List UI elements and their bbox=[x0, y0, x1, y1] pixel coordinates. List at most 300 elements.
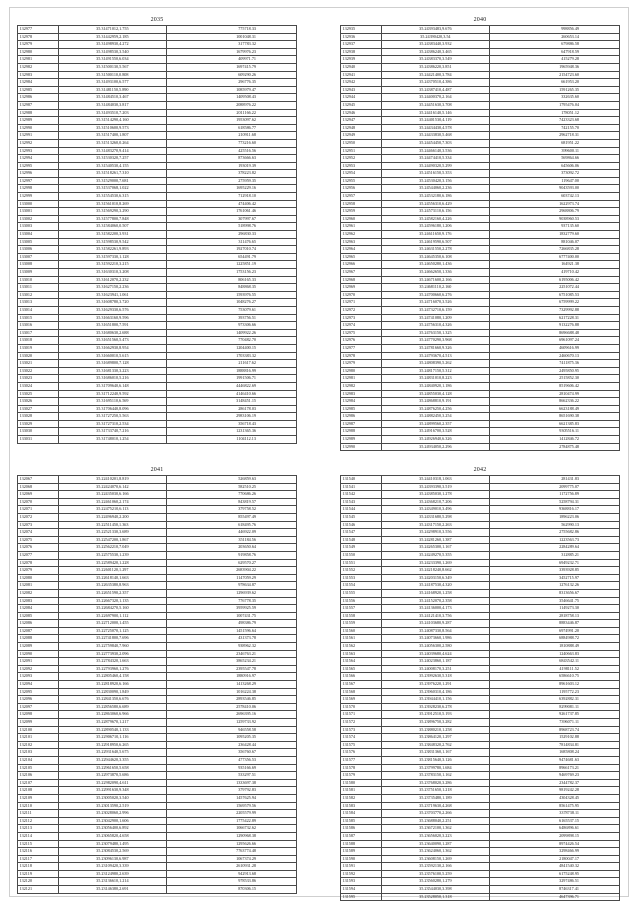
value-cell: 1409922.26 bbox=[166, 329, 297, 337]
value-cell: 1880916.97 bbox=[166, 673, 297, 681]
value-cell: 1775422.89 bbox=[166, 817, 297, 825]
table-row bbox=[341, 382, 620, 390]
value-cell: 582510.25 bbox=[166, 483, 297, 491]
row-id-cell: 132980 bbox=[341, 367, 382, 375]
row-id-cell: 132966 bbox=[341, 261, 382, 269]
table-row bbox=[341, 650, 620, 658]
row-id-cell: 131573 bbox=[341, 726, 382, 734]
row-id-cell: 133026 bbox=[18, 398, 59, 406]
row-id-cell: 132089 bbox=[18, 643, 59, 651]
coordinate-cell: 35.23576100,5.259 bbox=[382, 870, 489, 878]
row-id-cell: 132947 bbox=[341, 117, 382, 125]
table-row bbox=[18, 193, 297, 201]
row-id-cell: 133021 bbox=[18, 360, 59, 368]
value-cell: 609290.26 bbox=[166, 71, 297, 79]
row-id-cell: 131594 bbox=[341, 886, 382, 894]
table-row bbox=[341, 582, 620, 590]
coordinate-cell: 35.23768020,3.286 bbox=[382, 779, 489, 787]
value-cell: 1048276.27 bbox=[166, 299, 297, 307]
table-row bbox=[18, 208, 297, 216]
row-id-cell: 131574 bbox=[341, 734, 382, 742]
value-cell: 6195006.42 bbox=[489, 276, 620, 284]
coordinate-cell: 35.22424070,6.142 bbox=[59, 483, 166, 491]
coordinate-cell: 35.23560280,1.279 bbox=[382, 878, 489, 886]
coordinate-cell: 35.22684270,5.160 bbox=[59, 605, 166, 613]
row-id-cell: 133007 bbox=[18, 253, 59, 261]
value-cell: 393756.51 bbox=[166, 314, 297, 322]
row-id-cell: 132941 bbox=[341, 71, 382, 79]
table-row bbox=[341, 513, 620, 521]
row-id-cell: 131560 bbox=[341, 627, 382, 635]
row-id-cell: 133003 bbox=[18, 223, 59, 231]
row-id-cell: 132072 bbox=[18, 513, 59, 521]
row-id-cell: 132982 bbox=[18, 63, 59, 71]
row-id-cell: 132940 bbox=[341, 63, 382, 71]
table-row bbox=[341, 109, 620, 117]
coordinate-cell: 35.24716070,3.526 bbox=[382, 299, 489, 307]
table-row bbox=[341, 306, 620, 314]
coordinate-cell: 35.23146380,2.691 bbox=[59, 886, 166, 894]
table-row bbox=[18, 567, 297, 575]
table-row bbox=[341, 794, 620, 802]
coordinate-cell: 35.22773930,2.096 bbox=[59, 650, 166, 658]
coordinate-cell: 35.31630310,3.208 bbox=[59, 269, 166, 277]
row-id-cell: 131584 bbox=[341, 810, 382, 818]
coordinate-cell: 35.22667320,1.135 bbox=[59, 597, 166, 605]
table-row bbox=[18, 352, 297, 360]
coordinate-cell: 35.31727310,2.534 bbox=[59, 420, 166, 428]
value-cell: 6884988.72 bbox=[489, 635, 620, 643]
row-id-cell: 132986 bbox=[341, 413, 382, 421]
coordinate-cell: 35.24368210,7.206 bbox=[382, 498, 489, 506]
value-cell: 661953.20 bbox=[489, 79, 620, 87]
table-row bbox=[18, 306, 297, 314]
coordinate-cell: 35.23005020,3.540 bbox=[59, 794, 166, 802]
table-row bbox=[341, 817, 620, 825]
table-row bbox=[18, 155, 297, 163]
block-title: 2042 bbox=[473, 467, 487, 473]
value-cell: 8746317.41 bbox=[489, 886, 620, 894]
row-id-cell: 132989 bbox=[18, 117, 59, 125]
table-row bbox=[18, 627, 297, 635]
row-id-cell: 132995 bbox=[18, 162, 59, 170]
row-id-cell: 132095 bbox=[18, 688, 59, 696]
table-row bbox=[341, 26, 620, 34]
value-cell: 275959.35 bbox=[166, 177, 297, 185]
table-row bbox=[18, 551, 297, 559]
row-id-cell: 131588 bbox=[341, 840, 382, 848]
row-id-cell: 132104 bbox=[18, 756, 59, 764]
value-cell: 1296939.62 bbox=[166, 589, 297, 597]
row-id-cell: 132068 bbox=[18, 483, 59, 491]
coordinate-cell: 35.22496940,2.200 bbox=[59, 513, 166, 521]
value-cell: 6751085.53 bbox=[489, 291, 620, 299]
row-id-cell: 132991 bbox=[18, 132, 59, 140]
table-row bbox=[18, 413, 297, 421]
table-row bbox=[18, 41, 297, 49]
row-id-cell: 132989 bbox=[341, 436, 382, 444]
value-cell: 2460670.13 bbox=[489, 352, 620, 360]
row-id-cell: 132071 bbox=[18, 506, 59, 514]
row-id-cell: 133020 bbox=[18, 352, 59, 360]
coordinate-cell: 35.22511450,1.363 bbox=[59, 521, 166, 529]
value-cell: 2395547.78 bbox=[166, 665, 297, 673]
row-id-cell: 131582 bbox=[341, 794, 382, 802]
table-row bbox=[341, 185, 620, 193]
value-cell: 1149273.30 bbox=[489, 605, 620, 613]
row-id-cell: 132082 bbox=[18, 589, 59, 597]
value-cell: 848868.35 bbox=[166, 284, 297, 292]
coordinate-cell: 35.24868810,9.191 bbox=[382, 398, 489, 406]
coordinate-cell: 35.23815640,3.126 bbox=[382, 756, 489, 764]
value-cell: 2962718.31 bbox=[489, 132, 620, 140]
table-row bbox=[18, 382, 297, 390]
row-id-cell: 133009 bbox=[18, 269, 59, 277]
value-cell: 1147059.29 bbox=[166, 574, 297, 582]
row-id-cell: 132091 bbox=[18, 658, 59, 666]
coordinate-cell: 35.31651560,5.473 bbox=[59, 337, 166, 345]
table-row bbox=[341, 787, 620, 795]
coordinate-cell: 35.31569290,3.290 bbox=[59, 208, 166, 216]
table-row bbox=[341, 772, 620, 780]
row-id-cell: 133012 bbox=[18, 291, 59, 299]
value-cell: 6621385.83 bbox=[489, 420, 620, 428]
value-cell: 2893546.85 bbox=[166, 696, 297, 704]
row-id-cell: 131550 bbox=[341, 551, 382, 559]
coordinate-cell: 35.24840920,1.186 bbox=[382, 382, 489, 390]
table-row bbox=[18, 390, 297, 398]
coordinate-cell: 35.24400370,2.164 bbox=[382, 94, 489, 102]
value-cell: 629570.27 bbox=[166, 559, 297, 567]
row-id-cell: 132962 bbox=[341, 231, 382, 239]
coordinate-cell: 35.24349010,3.496 bbox=[382, 506, 489, 514]
row-id-cell: 131555 bbox=[341, 589, 382, 597]
coordinate-cell: 35.24249270,5.355 bbox=[382, 551, 489, 559]
coordinate-cell: 35.31537068,1.022 bbox=[59, 185, 166, 193]
coordinate-cell: 35.31582200,3.931 bbox=[59, 231, 166, 239]
table-row bbox=[341, 802, 620, 810]
coordinate-cell: 35.31510600,9.573 bbox=[59, 124, 166, 132]
row-id-cell: 133010 bbox=[18, 276, 59, 284]
table-row bbox=[18, 360, 297, 368]
row-id-cell: 132938 bbox=[341, 48, 382, 56]
value-cell: 8561475.95 bbox=[489, 802, 620, 810]
row-id-cell: 131569 bbox=[341, 696, 382, 704]
row-id-cell: 133005 bbox=[18, 238, 59, 246]
row-id-cell: 132081 bbox=[18, 582, 59, 590]
table-row bbox=[18, 94, 297, 102]
value-cell: 296776.35 bbox=[166, 79, 297, 87]
table-row bbox=[341, 337, 620, 345]
row-id-cell: 133030 bbox=[18, 428, 59, 436]
table-row bbox=[341, 521, 620, 529]
table-row bbox=[341, 314, 620, 322]
row-id-cell: 133013 bbox=[18, 299, 59, 307]
row-id-cell: 132988 bbox=[18, 109, 59, 117]
row-id-cell: 133022 bbox=[18, 367, 59, 375]
coordinate-cell: 35.23960310,4.186 bbox=[382, 688, 489, 696]
value-cell: 4198111.52 bbox=[489, 665, 620, 673]
table-row bbox=[18, 253, 297, 261]
value-cell: 3297486.51 bbox=[489, 878, 620, 886]
coordinate-cell: 35.24218240,8.662 bbox=[382, 567, 489, 575]
value-cell: 654491.79 bbox=[166, 253, 297, 261]
coordinate-cell: 35.22879670,1.217 bbox=[59, 719, 166, 727]
coordinate-cell: 35.23719630,4.268 bbox=[382, 802, 489, 810]
table-row bbox=[341, 559, 620, 567]
row-id-cell: 132985 bbox=[341, 405, 382, 413]
table-row bbox=[18, 56, 297, 64]
table-row bbox=[18, 756, 297, 764]
table-row bbox=[18, 139, 297, 147]
row-id-cell: 131564 bbox=[341, 658, 382, 666]
table-row bbox=[341, 193, 620, 201]
table-row bbox=[341, 117, 620, 125]
coordinate-cell: 35.24882450,3.254 bbox=[382, 413, 489, 421]
table-row bbox=[341, 832, 620, 840]
coordinate-cell: 35.31597330,1.128 bbox=[59, 253, 166, 261]
row-id-cell: 131559 bbox=[341, 620, 382, 628]
row-id-cell: 132987 bbox=[18, 101, 59, 109]
coordinate-cell: 35.31686010,5.216 bbox=[59, 375, 166, 383]
coordinate-cell: 35.24741080,1.209 bbox=[382, 314, 489, 322]
row-id-cell: 132948 bbox=[341, 124, 382, 132]
row-id-cell: 131553 bbox=[341, 574, 382, 582]
value-cell: 942913.68 bbox=[166, 870, 297, 878]
coordinate-cell: 35.31514290,4.160 bbox=[59, 117, 166, 125]
table-block-2042 bbox=[340, 465, 620, 901]
table-row bbox=[341, 299, 620, 307]
value-cell: 1991506.71 bbox=[166, 375, 297, 383]
row-id-cell: 133028 bbox=[18, 413, 59, 421]
value-cell: 446922.09 bbox=[166, 529, 297, 537]
row-id-cell: 132988 bbox=[341, 428, 382, 436]
table-row bbox=[341, 420, 620, 428]
value-cell: 1195772.23 bbox=[489, 688, 620, 696]
table-row bbox=[18, 269, 297, 277]
row-id-cell: 132985 bbox=[18, 86, 59, 94]
coordinate-cell: 35.24317150,2.263 bbox=[382, 521, 489, 529]
value-cell: 1172756.89 bbox=[489, 491, 620, 499]
table-row bbox=[18, 673, 297, 681]
value-cell: 6623188.49 bbox=[489, 405, 620, 413]
coordinate-cell: 35.24763150,1.325 bbox=[382, 329, 489, 337]
coordinate-cell: 35.22863060,6.966 bbox=[59, 711, 166, 719]
value-cell: 1095205.35 bbox=[166, 734, 297, 742]
coordinate-cell: 35.22562210,7.049 bbox=[59, 544, 166, 552]
value-cell: 1591265.35 bbox=[489, 86, 620, 94]
table-row bbox=[341, 605, 620, 613]
table-row bbox=[341, 673, 620, 681]
row-id-cell: 131586 bbox=[341, 825, 382, 833]
row-id-cell: 132074 bbox=[18, 529, 59, 537]
row-id-cell: 133024 bbox=[18, 382, 59, 390]
table-row bbox=[18, 832, 297, 840]
value-cell: 518998.76 bbox=[166, 223, 297, 231]
row-id-cell: 132974 bbox=[341, 322, 382, 330]
row-id-cell: 132073 bbox=[18, 521, 59, 529]
value-cell: 8961603.12 bbox=[489, 681, 620, 689]
table-row bbox=[18, 513, 297, 521]
coordinate-cell: 35.31709640,6.148 bbox=[59, 382, 166, 390]
coordinate-cell: 35.24421400,3.784 bbox=[382, 71, 489, 79]
coordinate-cell: 35.23544030,3.398 bbox=[382, 886, 489, 894]
table-row bbox=[18, 749, 297, 757]
table-row bbox=[341, 155, 620, 163]
coordinate-cell: 35.24611650,9.176 bbox=[382, 231, 489, 239]
value-cell: 6175248.95 bbox=[489, 870, 620, 878]
row-id-cell: 131561 bbox=[341, 635, 382, 643]
value-cell: 1795476.04 bbox=[489, 101, 620, 109]
table-row bbox=[341, 284, 620, 292]
row-id-cell: 132959 bbox=[341, 208, 382, 216]
coordinate-cell: 35.23109420,3.339 bbox=[59, 863, 166, 871]
value-cell: 6777400.00 bbox=[489, 253, 620, 261]
block-title: 2041 bbox=[150, 467, 164, 473]
value-cell: 618586.77 bbox=[166, 124, 297, 132]
value-cell: 6949232.71 bbox=[489, 559, 620, 567]
table-row bbox=[341, 33, 620, 41]
value-cell: 1753156.23 bbox=[166, 269, 297, 277]
value-cell: 9038960.53 bbox=[489, 215, 620, 223]
row-id-cell: 132990 bbox=[341, 443, 382, 451]
value-cell: 431373.78 bbox=[166, 635, 297, 643]
coordinate-cell: 35.22991630,9.348 bbox=[59, 787, 166, 795]
row-id-cell: 132965 bbox=[341, 253, 382, 261]
coordinate-cell: 35.24855030,4.128 bbox=[382, 390, 489, 398]
table-row bbox=[18, 688, 297, 696]
table-row bbox=[18, 810, 297, 818]
value-cell: 843819.57 bbox=[166, 498, 297, 506]
row-id-cell: 132077 bbox=[18, 551, 59, 559]
coordinate-cell: 35.23608150,1.269 bbox=[382, 855, 489, 863]
coordinate-cell: 35.31500110,0.808 bbox=[59, 71, 166, 79]
table-row bbox=[341, 536, 620, 544]
coordinate-cell: 35.23042900,1.606 bbox=[59, 817, 166, 825]
coordinate-cell: 35.24233390,1.269 bbox=[382, 559, 489, 567]
value-cell: 870306.15 bbox=[166, 886, 297, 894]
value-cell: 2154723.60 bbox=[489, 71, 620, 79]
row-id-cell: 132079 bbox=[18, 567, 59, 575]
coordinate-cell: 35.23735480,1.189 bbox=[382, 794, 489, 802]
row-id-cell: 132939 bbox=[341, 56, 382, 64]
table-row bbox=[341, 177, 620, 185]
row-id-cell: 132099 bbox=[18, 719, 59, 727]
table-row bbox=[341, 200, 620, 208]
coordinate-cell: 35.31517400,1.807 bbox=[59, 132, 166, 140]
table-row bbox=[18, 33, 297, 41]
row-id-cell: 132987 bbox=[341, 420, 382, 428]
coordinate-cell: 35.23656020,3.223 bbox=[382, 832, 489, 840]
table-row bbox=[18, 620, 297, 628]
value-cell: 2968806.79 bbox=[489, 208, 620, 216]
coordinate-cell: 35.24817150,5.312 bbox=[382, 367, 489, 375]
table-row bbox=[18, 650, 297, 658]
row-id-cell: 133000 bbox=[18, 200, 59, 208]
row-id-cell: 132971 bbox=[341, 299, 382, 307]
value-cell: 2099898.15 bbox=[489, 832, 620, 840]
coordinate-cell: 35.23136610,1.214 bbox=[59, 878, 166, 886]
row-id-cell: 131563 bbox=[341, 650, 382, 658]
table-row bbox=[341, 726, 620, 734]
coordinate-cell: 35.24490320,5.299 bbox=[382, 162, 489, 170]
table-row bbox=[341, 483, 620, 491]
value-cell: 4146410.66 bbox=[166, 390, 297, 398]
coordinate-cell: 35.22982090,4.611 bbox=[59, 779, 166, 787]
row-id-cell: 132115 bbox=[18, 840, 59, 848]
coordinate-cell: 35.22601120,1.297 bbox=[59, 567, 166, 575]
table-row bbox=[341, 886, 620, 894]
row-id-cell: 133019 bbox=[18, 344, 59, 352]
coordinate-cell: 35.23096130,6.987 bbox=[59, 855, 166, 863]
coordinate-cell: 35.24416140,5.146 bbox=[382, 109, 489, 117]
value-cell: 1593976.55 bbox=[166, 291, 297, 299]
coordinate-cell: 35.23056400,6.892 bbox=[59, 825, 166, 833]
table-row bbox=[341, 825, 620, 833]
value-cell: 4841540.32 bbox=[489, 863, 620, 871]
row-id-cell: 131546 bbox=[341, 521, 382, 529]
row-id-cell: 132979 bbox=[341, 360, 382, 368]
coordinate-cell: 35.23848320,2.762 bbox=[382, 741, 489, 749]
table-row bbox=[18, 329, 297, 337]
row-id-cell: 132943 bbox=[341, 86, 382, 94]
value-cell: 647918.59 bbox=[489, 48, 620, 56]
table-row bbox=[18, 597, 297, 605]
value-cell: 9474681.63 bbox=[489, 756, 620, 764]
table-row bbox=[18, 703, 297, 711]
table-row bbox=[341, 643, 620, 651]
table-row bbox=[18, 117, 297, 125]
table-row bbox=[341, 276, 620, 284]
coordinate-cell: 35.23528050,1.318 bbox=[382, 893, 489, 901]
table-row bbox=[18, 574, 297, 582]
value-cell: 178051.12 bbox=[489, 109, 620, 117]
row-id-cell: 132935 bbox=[341, 26, 382, 34]
value-cell: 2515852.30 bbox=[489, 375, 620, 383]
coordinate-cell: 35.22547200,1.867 bbox=[59, 536, 166, 544]
table-row bbox=[18, 870, 297, 878]
value-cell: 1295626.66 bbox=[166, 840, 297, 848]
coordinate-cell: 35.24298910,3.556 bbox=[382, 529, 489, 537]
value-cell: 1451596.64 bbox=[166, 627, 297, 635]
value-cell: 775718.33 bbox=[166, 26, 297, 34]
coordinate-cell: 35.23799780,1.684 bbox=[382, 764, 489, 772]
row-id-cell: 131580 bbox=[341, 779, 382, 787]
value-cell: 919858.76 bbox=[166, 551, 297, 559]
coordinate-cell: 35.24168920,1.258 bbox=[382, 589, 489, 597]
coordinate-cell: 35.24136000,4.173 bbox=[382, 605, 489, 613]
coordinate-cell: 35.24039680,4.624 bbox=[382, 650, 489, 658]
coordinate-cell: 35.24530420,3.156 bbox=[382, 177, 489, 185]
coordinate-cell: 35.24781660,9.326 bbox=[382, 344, 489, 352]
value-cell: 1679976.23 bbox=[166, 48, 297, 56]
value-cell: 119647.00 bbox=[489, 177, 620, 185]
value-cell: 873666.63 bbox=[166, 155, 297, 163]
value-cell: 236428.44 bbox=[166, 741, 297, 749]
row-id-cell: 131581 bbox=[341, 787, 382, 795]
row-id-cell: 131540 bbox=[341, 476, 382, 484]
value-cell: 351184.56 bbox=[166, 536, 297, 544]
table-row bbox=[18, 314, 297, 322]
coordinate-cell: 35.22793960,1.276 bbox=[59, 665, 166, 673]
value-cell: 773216.60 bbox=[166, 139, 297, 147]
row-id-cell: 132969 bbox=[341, 284, 382, 292]
table-row bbox=[341, 855, 620, 863]
value-cell: 317783.32 bbox=[166, 41, 297, 49]
coordinate-cell: 35.24619590,6.507 bbox=[382, 238, 489, 246]
value-cell: 3298466.99 bbox=[489, 848, 620, 856]
value-cell: 2784875.48 bbox=[489, 443, 620, 451]
